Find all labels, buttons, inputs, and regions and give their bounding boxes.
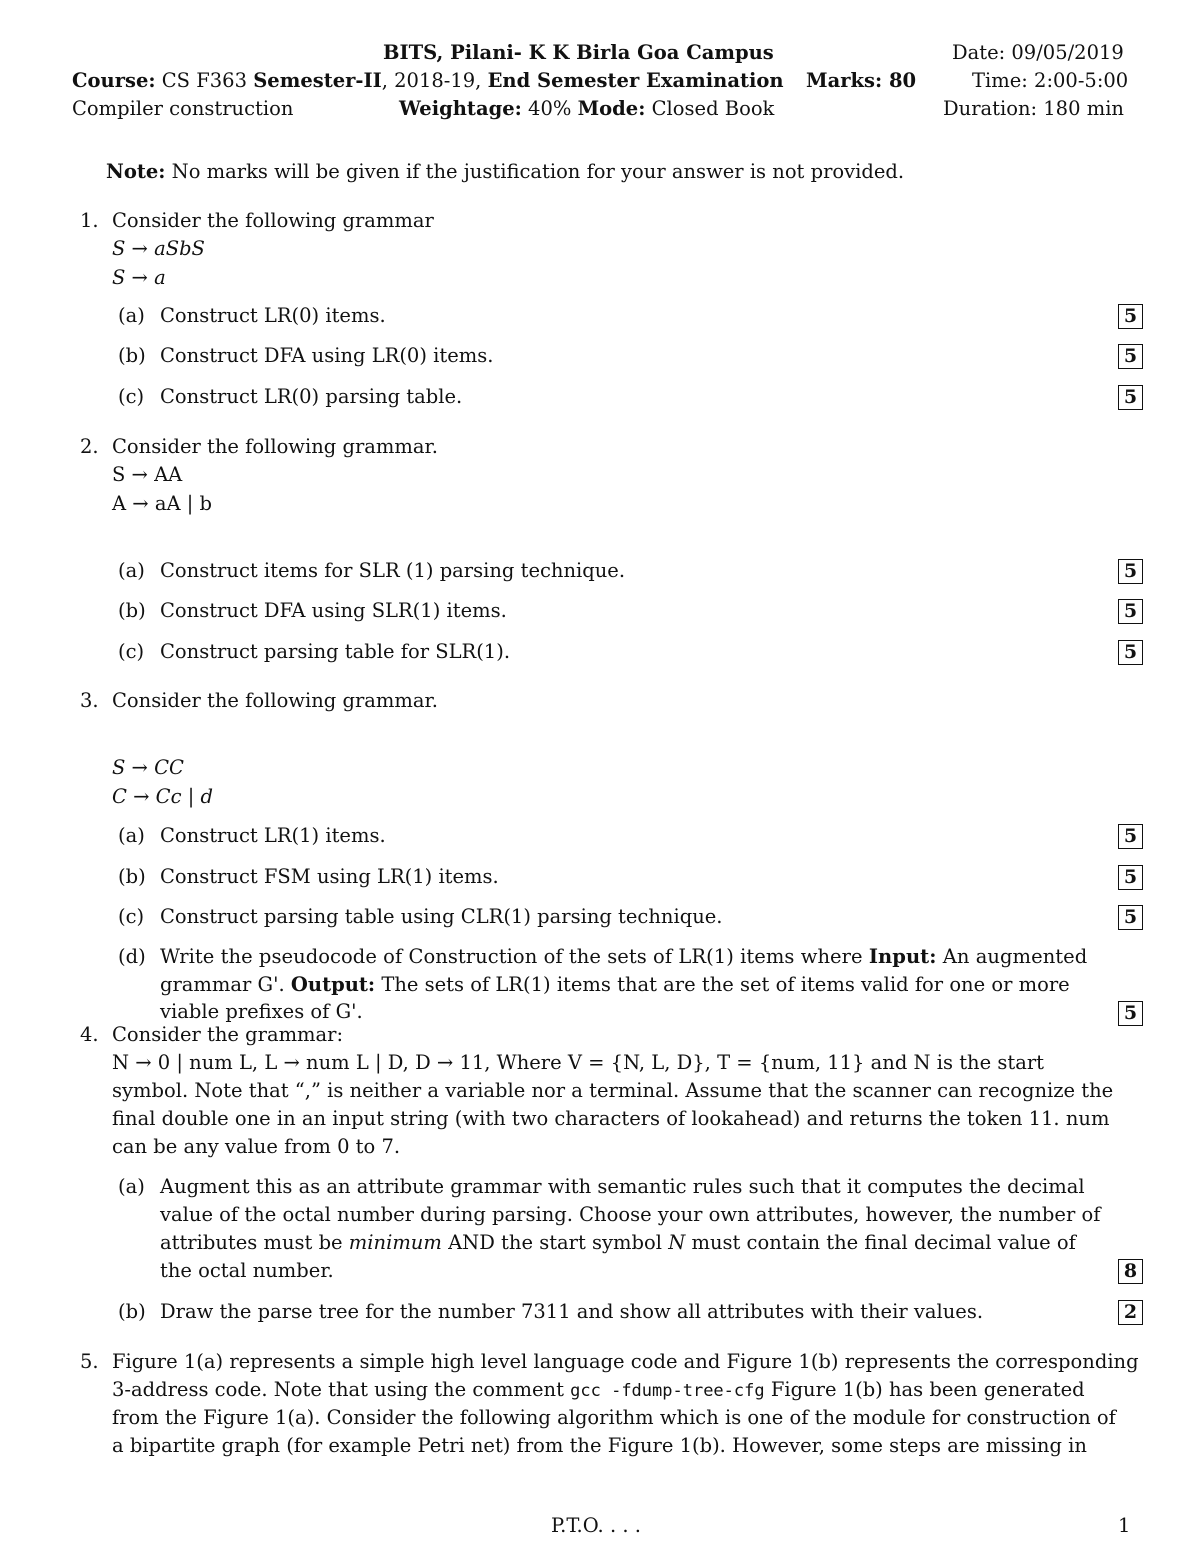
part-label: (b) bbox=[118, 1300, 146, 1323]
grammar-rules-line: N → 0 | num L, L → num L | D, D → 11, Where V = {N, L, D}, T = {num, 11} and N is the start bbox=[112, 1051, 1044, 1074]
question-text-line: symbol. Note that “,” is neither a variable nor a terminal. Assume that the scanner can recognize the bbox=[112, 1079, 1114, 1102]
marks-box: 5 bbox=[1118, 599, 1143, 624]
part-label: (c) bbox=[118, 905, 145, 928]
question-number: 4. bbox=[80, 1023, 99, 1046]
marks-box: 5 bbox=[1118, 824, 1143, 849]
part-text-line: the octal number. bbox=[160, 1259, 334, 1282]
exam-date: Date: 09/05/2019 bbox=[952, 41, 1124, 64]
marks-box: 5 bbox=[1118, 640, 1143, 665]
note: Note: No marks will be given if the justification for your answer is not provided. bbox=[106, 160, 905, 183]
part-text: Construct FSM using LR(1) items. bbox=[160, 865, 499, 888]
part-text: Construct LR(1) items. bbox=[160, 824, 386, 847]
exam-time: Time: 2:00-5:00 bbox=[972, 69, 1129, 92]
question-number: 3. bbox=[80, 689, 99, 712]
part-text: Construct parsing table using CLR(1) parsing technique. bbox=[160, 905, 723, 928]
question-text-line: a bipartite graph (for example Petri net) from the Figure 1(b). However, some steps are missing in bbox=[112, 1434, 1087, 1457]
part-text-line: viable prefixes of G'. bbox=[160, 1000, 363, 1023]
question-number: 5. bbox=[80, 1350, 99, 1373]
question-number: 1. bbox=[80, 209, 99, 232]
institute-title: BITS, Pilani- K K Birla Goa Campus bbox=[383, 41, 774, 64]
question-intro: Consider the grammar: bbox=[112, 1023, 344, 1046]
part-label: (b) bbox=[118, 344, 146, 367]
marks-box: 5 bbox=[1118, 559, 1143, 584]
marks-box: 5 bbox=[1118, 304, 1143, 329]
part-label: (a) bbox=[118, 824, 145, 847]
course-line: Course: CS F363 Semester-II, 2018-19, End Semester Examination bbox=[72, 69, 784, 92]
question-text-line: can be any value from 0 to 7. bbox=[112, 1135, 401, 1158]
weightage-mode: Weightage: 40% Mode: Closed Book bbox=[399, 97, 775, 120]
code-snippet: gcc -fdump-tree-cfg bbox=[570, 1381, 765, 1401]
marks-box: 5 bbox=[1118, 1001, 1143, 1026]
grammar-rule: C → Cc | d bbox=[112, 785, 213, 808]
part-label: (c) bbox=[118, 385, 145, 408]
question-number: 2. bbox=[80, 435, 99, 458]
part-label: (d) bbox=[118, 945, 146, 968]
question-text-line: 3-address code. Note that using the comment gcc -fdump-tree-cfg Figure 1(b) has been generated bbox=[112, 1378, 1085, 1401]
part-label: (a) bbox=[118, 304, 145, 327]
part-text-line: Write the pseudocode of Construction of the sets of LR(1) items where Input: An augmented bbox=[160, 945, 1088, 968]
grammar-rule: S → CC bbox=[112, 756, 184, 779]
question-text-line: Figure 1(a) represents a simple high level language code and Figure 1(b) represents the corresponding bbox=[112, 1350, 1139, 1373]
question-intro: Consider the following grammar. bbox=[112, 435, 438, 458]
part-text: Construct items for SLR (1) parsing technique. bbox=[160, 559, 626, 582]
part-label: (c) bbox=[118, 640, 145, 663]
grammar-rule: A → aA | b bbox=[112, 492, 212, 515]
total-marks: Marks: 80 bbox=[806, 69, 917, 92]
marks-box: 2 bbox=[1118, 1300, 1143, 1325]
part-text-line: value of the octal number during parsing. Choose your own attributes, however, the number of bbox=[160, 1203, 1101, 1226]
question-intro: Consider the following grammar. bbox=[112, 689, 438, 712]
part-text: Draw the parse tree for the number 7311 and show all attributes with their values. bbox=[160, 1300, 984, 1323]
part-text-line: attributes must be minimum AND the start symbol N must contain the final decimal value of bbox=[160, 1231, 1076, 1254]
page-number: 1 bbox=[1118, 1514, 1131, 1537]
pto-footer: P.T.O. . . . bbox=[551, 1514, 641, 1537]
part-text: Construct parsing table for SLR(1). bbox=[160, 640, 511, 663]
grammar-rule: S → aSbS bbox=[112, 237, 205, 260]
part-text: Construct DFA using LR(0) items. bbox=[160, 344, 494, 367]
part-label: (b) bbox=[118, 865, 146, 888]
part-text: Construct LR(0) items. bbox=[160, 304, 386, 327]
grammar-rule: S → AA bbox=[112, 463, 183, 486]
marks-box: 5 bbox=[1118, 385, 1143, 410]
marks-box: 5 bbox=[1118, 905, 1143, 930]
question-text-line: from the Figure 1(a). Consider the following algorithm which is one of the module for construction of bbox=[112, 1406, 1116, 1429]
exam-duration: Duration: 180 min bbox=[943, 97, 1124, 120]
part-label: (b) bbox=[118, 599, 146, 622]
part-label: (a) bbox=[118, 1175, 145, 1198]
part-text: Construct DFA using SLR(1) items. bbox=[160, 599, 507, 622]
part-text-line: Augment this as an attribute grammar with semantic rules such that it computes the decimal bbox=[160, 1175, 1085, 1198]
part-text: Construct LR(0) parsing table. bbox=[160, 385, 463, 408]
marks-box: 8 bbox=[1118, 1259, 1143, 1284]
part-text-line: grammar G'. Output: The sets of LR(1) items that are the set of items valid for one or more bbox=[160, 973, 1070, 996]
question-intro: Consider the following grammar bbox=[112, 209, 434, 232]
subject-name: Compiler construction bbox=[72, 97, 294, 120]
marks-box: 5 bbox=[1118, 865, 1143, 890]
marks-box: 5 bbox=[1118, 344, 1143, 369]
grammar-rule: S → a bbox=[112, 266, 166, 289]
part-label: (a) bbox=[118, 559, 145, 582]
question-text-line: final double one in an input string (with two characters of lookahead) and returns the token 11. num bbox=[112, 1107, 1110, 1130]
